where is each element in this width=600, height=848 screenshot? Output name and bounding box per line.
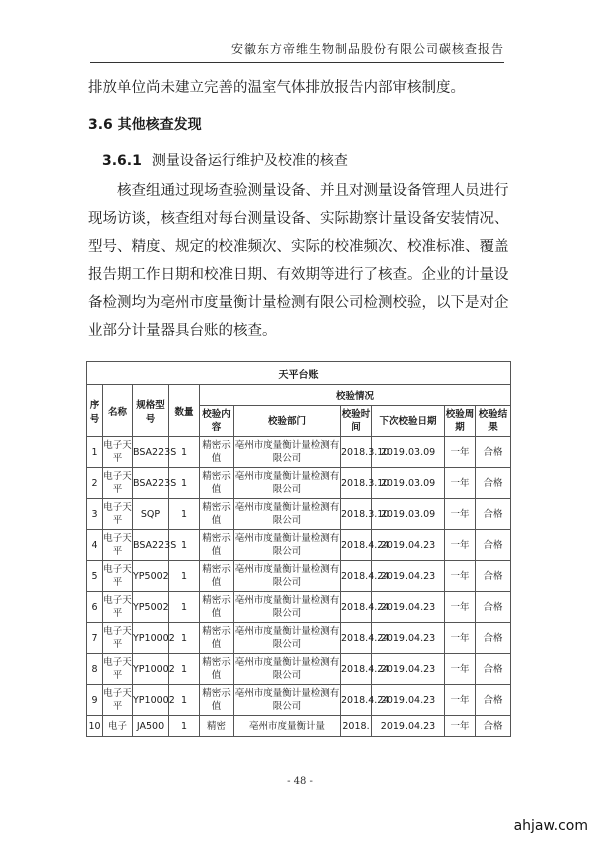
cell-model: BSA223S bbox=[133, 468, 169, 499]
cell-model: YP10002 bbox=[133, 685, 169, 716]
cell-next: 2019.04.23 bbox=[372, 716, 445, 737]
cell-period: 一年 bbox=[445, 499, 476, 530]
cell-next: 2019.03.09 bbox=[372, 499, 445, 530]
cell-seq: 6 bbox=[87, 592, 103, 623]
cell-period: 一年 bbox=[445, 685, 476, 716]
cell-next: 2019.04.23 bbox=[372, 561, 445, 592]
table-row bbox=[87, 499, 511, 530]
cell-time: 2018.4.24 bbox=[341, 623, 372, 654]
cell-next: 2019.04.23 bbox=[372, 654, 445, 685]
cell-result: 合格 bbox=[476, 468, 511, 499]
col-header-model: 规格型号 bbox=[133, 385, 169, 437]
cell-next: 2019.03.09 bbox=[372, 437, 445, 468]
section-title: 3.6 其他核查发现 bbox=[88, 117, 202, 133]
cell-period: 一年 bbox=[445, 530, 476, 561]
cell-content: 精密示值 bbox=[200, 685, 234, 716]
cell-period: 一年 bbox=[445, 468, 476, 499]
cell-seq: 8 bbox=[87, 654, 103, 685]
cell-name: 电子天平 bbox=[103, 654, 133, 685]
table-row bbox=[87, 716, 511, 737]
cell-qty: 1 bbox=[169, 623, 200, 654]
cell-content: 精密示值 bbox=[200, 654, 234, 685]
cell-name: 电子天平 bbox=[103, 499, 133, 530]
paragraph-verification: 核查组通过现场查验测量设备、并且对测量设备管理人员进行现场访谈，核查组对每台测量设备、实际勘察计量设备安装情况、型号、精度、规定的校准频次、实际的校准频次、校准标准、覆盖报告期工作日期和校准日期、有效期等进行了核查。企业的计量设备检测均为亳州市度量衡计量检测有限公司检测校验，以下是对企业部分计量器具台账的核查。 bbox=[88, 183, 509, 339]
cell-content: 精密示值 bbox=[200, 592, 234, 623]
table-row bbox=[87, 654, 511, 685]
cell-next: 2019.04.23 bbox=[372, 623, 445, 654]
cell-seq: 10 bbox=[87, 716, 103, 737]
cell-content: 精密示值 bbox=[200, 530, 234, 561]
cell-seq: 2 bbox=[87, 468, 103, 499]
cell-time: 2018. bbox=[341, 716, 372, 737]
table-row bbox=[87, 592, 511, 623]
cell-seq: 5 bbox=[87, 561, 103, 592]
col-header-result: 校验结果 bbox=[476, 406, 511, 437]
cell-period: 一年 bbox=[445, 437, 476, 468]
col-header-name: 名称 bbox=[103, 385, 133, 437]
table-row bbox=[87, 623, 511, 654]
cell-qty: 1 bbox=[169, 468, 200, 499]
cell-name: 电子 bbox=[103, 716, 133, 737]
cell-qty: 1 bbox=[169, 592, 200, 623]
cell-period: 一年 bbox=[445, 716, 476, 737]
cell-name: 电子天平 bbox=[103, 530, 133, 561]
cell-time: 2018.4.24 bbox=[341, 530, 372, 561]
cell-qty: 1 bbox=[169, 716, 200, 737]
cell-content: 精密 bbox=[200, 716, 234, 737]
cell-dept: 亳州市度量衡计量检测有限公司 bbox=[234, 530, 341, 561]
subsection-title: 测量设备运行维护及校准的核查 bbox=[151, 153, 348, 169]
cell-name: 电子天平 bbox=[103, 468, 133, 499]
cell-model: YP10002 bbox=[133, 623, 169, 654]
cell-seq: 7 bbox=[87, 623, 103, 654]
cell-next: 2019.04.23 bbox=[372, 685, 445, 716]
cell-period: 一年 bbox=[445, 654, 476, 685]
cell-dept: 亳州市度量衡计量检测有限公司 bbox=[234, 654, 341, 685]
cell-seq: 9 bbox=[87, 685, 103, 716]
cell-time: 2018.3.10 bbox=[341, 437, 372, 468]
cell-model: BSA223S bbox=[133, 530, 169, 561]
cell-dept: 亳州市度量衡计量检测有限公司 bbox=[234, 437, 341, 468]
col-header-content: 校验内容 bbox=[200, 406, 234, 437]
cell-time: 2018.4.24 bbox=[341, 592, 372, 623]
cell-result: 合格 bbox=[476, 561, 511, 592]
cell-next: 2019.04.23 bbox=[372, 530, 445, 561]
cell-result: 合格 bbox=[476, 716, 511, 737]
cell-time: 2018.4.24 bbox=[341, 654, 372, 685]
cell-next: 2019.04.23 bbox=[372, 592, 445, 623]
cell-model: JA500 bbox=[133, 716, 169, 737]
cell-qty: 1 bbox=[169, 561, 200, 592]
page-number: - 48 - bbox=[287, 776, 313, 787]
cell-name: 电子天平 bbox=[103, 685, 133, 716]
cell-result: 合格 bbox=[476, 437, 511, 468]
cell-qty: 1 bbox=[169, 499, 200, 530]
cell-qty: 1 bbox=[169, 437, 200, 468]
balance-ledger-table bbox=[86, 361, 511, 737]
cell-qty: 1 bbox=[169, 530, 200, 561]
cell-result: 合格 bbox=[476, 499, 511, 530]
cell-content: 精密示值 bbox=[200, 437, 234, 468]
cell-name: 电子天平 bbox=[103, 561, 133, 592]
cell-content: 精密示值 bbox=[200, 468, 234, 499]
cell-content: 精密示值 bbox=[200, 623, 234, 654]
col-header-time: 校验时间 bbox=[341, 406, 372, 437]
cell-seq: 3 bbox=[87, 499, 103, 530]
cell-dept: 亳州市度量衡计量检测有限公司 bbox=[234, 685, 341, 716]
cell-period: 一年 bbox=[445, 561, 476, 592]
cell-name: 电子天平 bbox=[103, 623, 133, 654]
cell-dept: 亳州市度量衡计量检测有限公司 bbox=[234, 592, 341, 623]
cell-period: 一年 bbox=[445, 623, 476, 654]
cell-content: 精密示值 bbox=[200, 561, 234, 592]
col-header-next: 下次校验日期 bbox=[372, 406, 445, 437]
cell-dept: 亳州市度量衡计量 bbox=[234, 716, 341, 737]
cell-result: 合格 bbox=[476, 685, 511, 716]
table-row bbox=[87, 468, 511, 499]
cell-dept: 亳州市度量衡计量检测有限公司 bbox=[234, 468, 341, 499]
cell-name: 电子天平 bbox=[103, 437, 133, 468]
col-header-seq: 序号 bbox=[87, 385, 103, 437]
table-row bbox=[87, 561, 511, 592]
page-header: 安徽东方帝维生物制品股份有限公司碳核查报告 bbox=[90, 40, 504, 63]
cell-qty: 1 bbox=[169, 654, 200, 685]
col-header-calibration: 校验情况 bbox=[200, 385, 511, 406]
cell-time: 2018.4.24 bbox=[341, 685, 372, 716]
cell-time: 2018.3.10 bbox=[341, 468, 372, 499]
subsection-heading bbox=[102, 150, 348, 170]
table-row bbox=[87, 437, 511, 468]
cell-result: 合格 bbox=[476, 654, 511, 685]
cell-model: YP5002 bbox=[133, 592, 169, 623]
cell-seq: 4 bbox=[87, 530, 103, 561]
cell-name: 电子天平 bbox=[103, 592, 133, 623]
cell-result: 合格 bbox=[476, 530, 511, 561]
cell-dept: 亳州市度量衡计量检测有限公司 bbox=[234, 499, 341, 530]
cell-time: 2018.3.10 bbox=[341, 499, 372, 530]
cell-model: YP10002 bbox=[133, 654, 169, 685]
table-row bbox=[87, 530, 511, 561]
cell-next: 2019.03.09 bbox=[372, 468, 445, 499]
cell-model: YP5002 bbox=[133, 561, 169, 592]
cell-qty: 1 bbox=[169, 685, 200, 716]
col-header-period: 校验周期 bbox=[445, 406, 476, 437]
col-header-qty: 数量 bbox=[169, 385, 200, 437]
cell-model: BSA223S bbox=[133, 437, 169, 468]
cell-dept: 亳州市度量衡计量检测有限公司 bbox=[234, 561, 341, 592]
cell-period: 一年 bbox=[445, 592, 476, 623]
cell-seq: 1 bbox=[87, 437, 103, 468]
watermark: ahjaw.com bbox=[513, 818, 588, 834]
cell-dept: 亳州市度量衡计量检测有限公司 bbox=[234, 623, 341, 654]
cell-time: 2018.4.24 bbox=[341, 561, 372, 592]
paragraph-audit-note: 排放单位尚未建立完善的温室气体排放报告内部审核制度。 bbox=[88, 80, 465, 96]
cell-content: 精密示值 bbox=[200, 499, 234, 530]
cell-model: SQP bbox=[133, 499, 169, 530]
cell-result: 合格 bbox=[476, 623, 511, 654]
subsection-number: 3.6.1 bbox=[102, 153, 142, 169]
cell-result: 合格 bbox=[476, 592, 511, 623]
table-title: 天平台账 bbox=[87, 362, 511, 385]
table-row bbox=[87, 685, 511, 716]
col-header-dept: 校验部门 bbox=[234, 406, 341, 437]
